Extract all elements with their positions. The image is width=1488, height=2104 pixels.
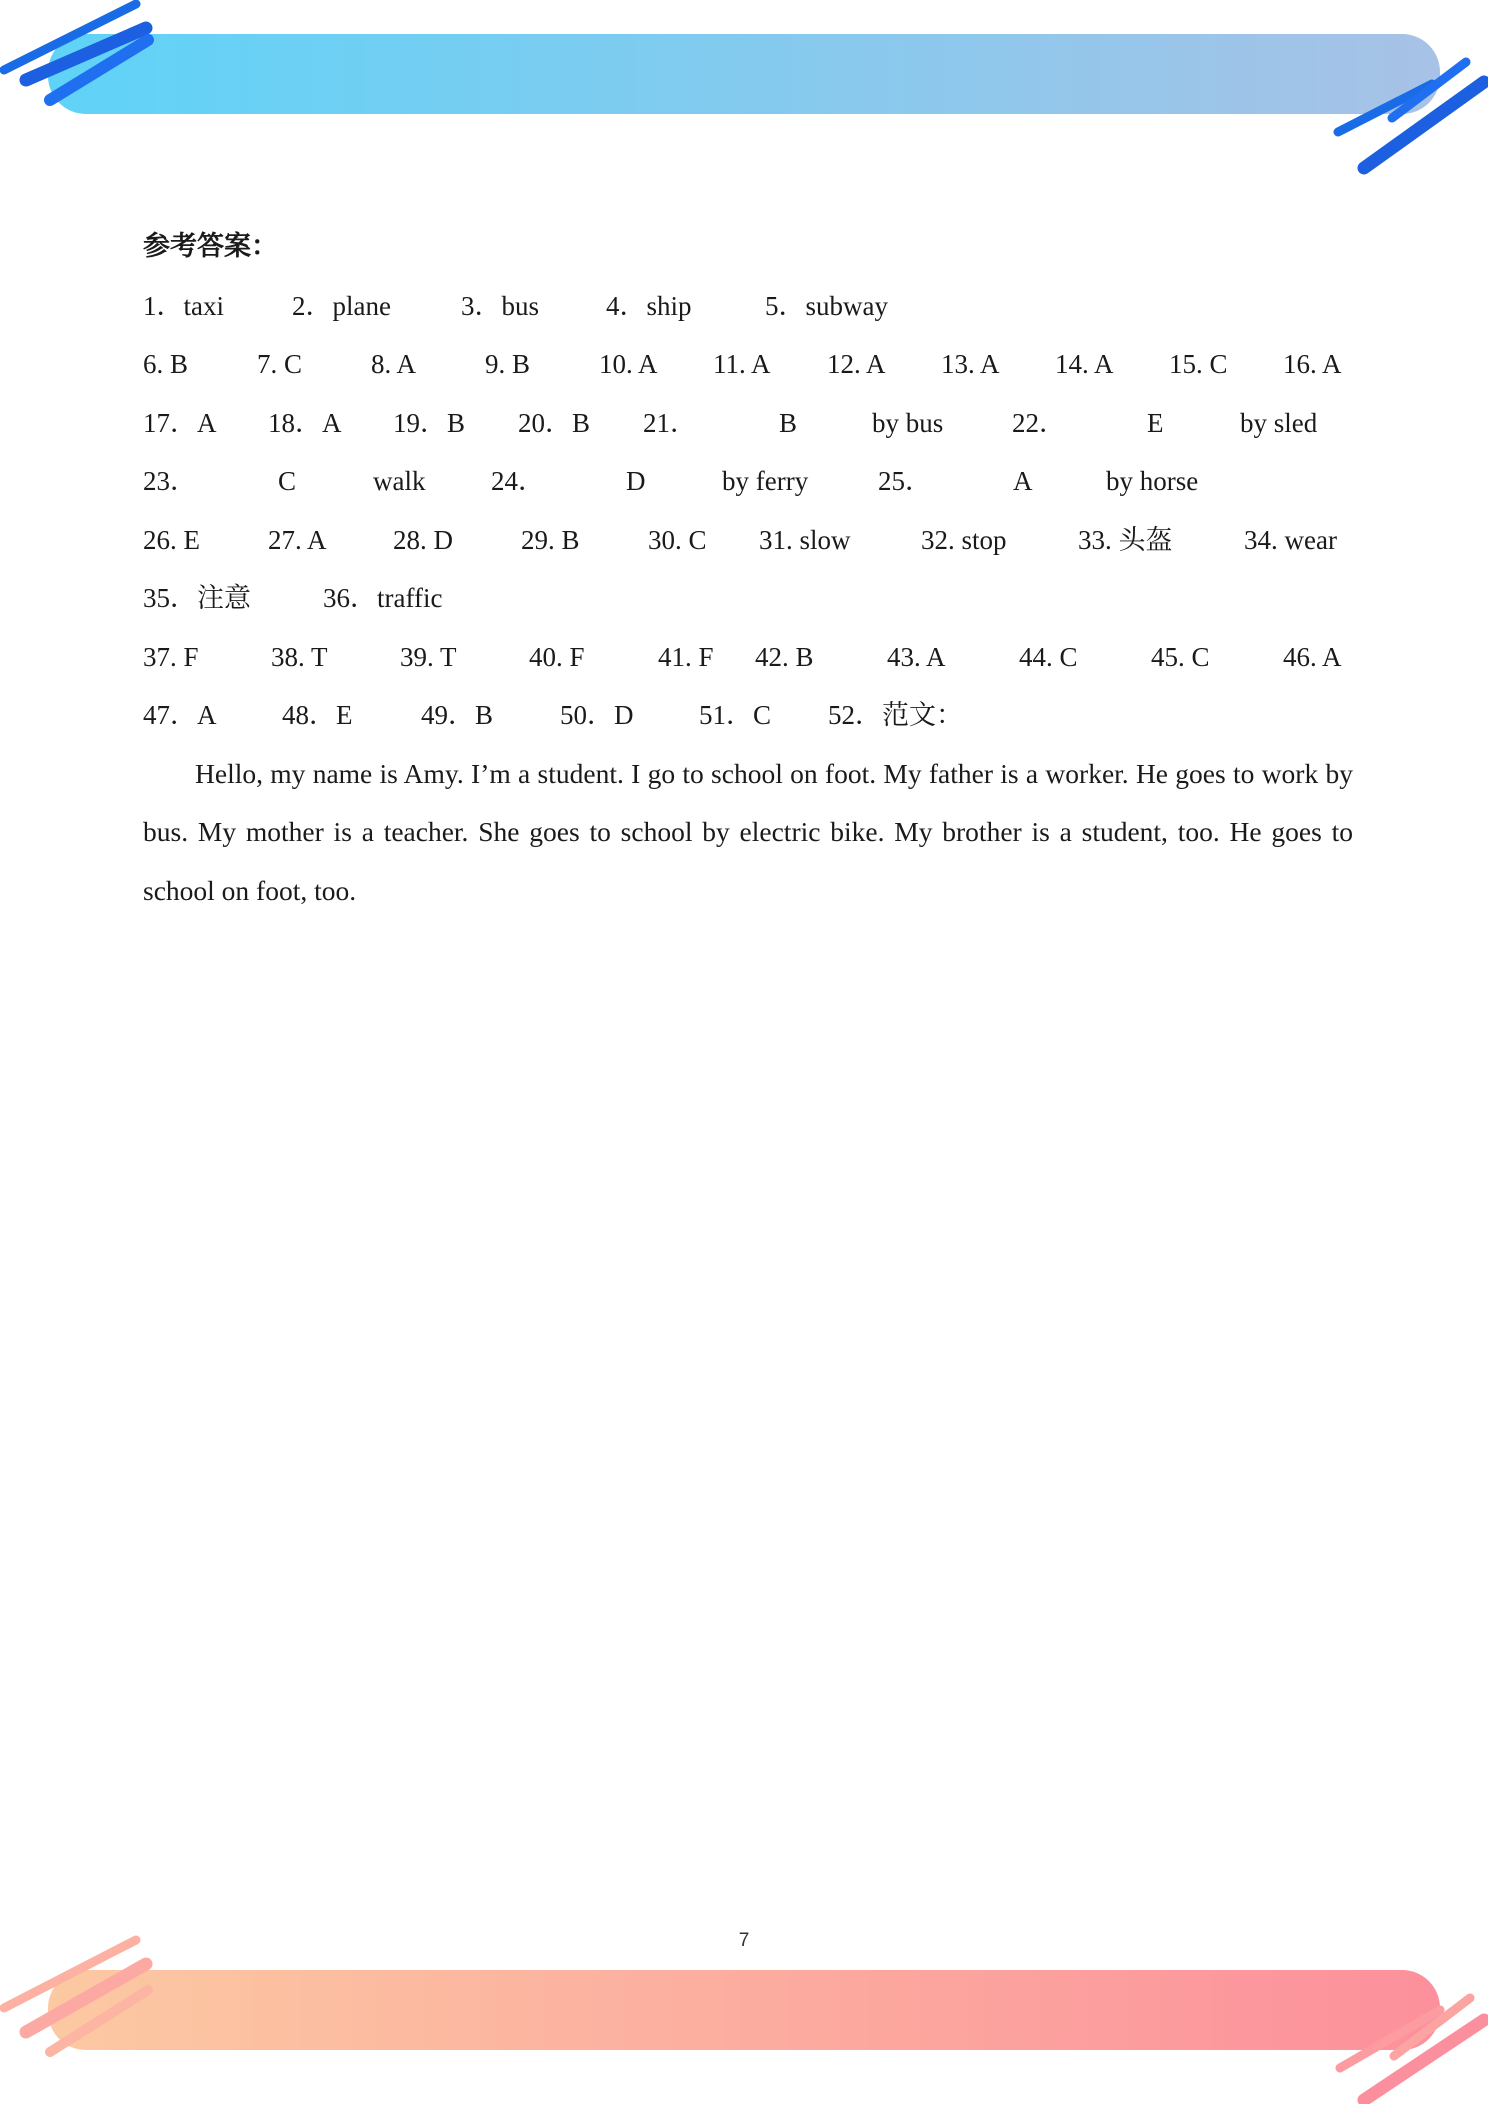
answer-item: 32. stop — [921, 524, 1007, 555]
answer-item: 24． — [491, 466, 545, 496]
answer-item: 16. A — [1283, 349, 1342, 379]
answer-item: 43. A — [887, 641, 946, 672]
answer-row — [143, 277, 1353, 336]
answer-item: walk — [373, 466, 426, 496]
answer-item: by horse — [1106, 466, 1199, 496]
answer-item: 17．A — [143, 407, 217, 438]
answer-item: 27. A — [268, 524, 327, 555]
answer-item: E — [1147, 407, 1164, 438]
answer-item: 49．B — [421, 700, 494, 730]
answer-row — [143, 394, 1353, 453]
answer-item: 11. A — [713, 349, 771, 379]
answer-row — [143, 335, 1353, 394]
answer-item: 40. F — [529, 641, 585, 672]
answer-item: 7. C — [257, 349, 303, 379]
answer-item: by bus — [872, 407, 944, 438]
answer-item: 38. T — [271, 641, 328, 672]
answer-item: 21． — [643, 407, 697, 438]
answer-item: B — [779, 407, 798, 438]
answer-row — [143, 628, 1353, 687]
answer-item: 4．ship — [606, 290, 692, 321]
answer-item: 35．注意 — [143, 583, 251, 613]
answer-item: 25． — [878, 466, 932, 496]
answer-row — [143, 511, 1353, 570]
answer-item: by sled — [1240, 407, 1318, 438]
answer-item: 23． — [143, 466, 197, 496]
answer-item: 2．plane — [292, 290, 391, 321]
answer-item: 10. A — [599, 349, 658, 379]
answer-row — [143, 452, 1353, 511]
answer-item: 37. F — [143, 641, 199, 672]
answer-item: 41. F — [658, 641, 714, 672]
footer-banner — [4, 1940, 1484, 2100]
answer-item: 8. A — [371, 349, 417, 379]
answer-item: 5．subway — [765, 290, 888, 321]
answer-item: 26. E — [143, 524, 200, 555]
answer-item: 45. C — [1151, 641, 1210, 672]
answer-item: 28. D — [393, 524, 453, 555]
answer-item: 29. B — [521, 524, 580, 555]
answer-item: D — [626, 466, 646, 496]
answer-item: 20．B — [518, 407, 591, 438]
answer-item: 34. wear — [1244, 524, 1337, 555]
answer-item: 44. C — [1019, 641, 1078, 672]
answer-rows — [143, 277, 1353, 745]
answer-item: 51．C — [699, 700, 772, 730]
answer-key — [143, 218, 1353, 920]
answer-item: 6. B — [143, 349, 189, 379]
answer-item: 3．bus — [461, 290, 540, 321]
answer-item: 22． — [1012, 407, 1066, 438]
answer-item: 46. A — [1283, 641, 1342, 672]
answer-item: 9. B — [485, 349, 531, 379]
answer-item: 33. 头盔 — [1078, 524, 1173, 555]
answer-item: 12. A — [827, 349, 886, 379]
answer-item: 39. T — [400, 641, 457, 672]
answer-item: 14. A — [1055, 349, 1114, 379]
page-number: 7 — [738, 1930, 750, 1951]
answer-row — [143, 686, 1353, 745]
answer-item: A — [1013, 466, 1033, 496]
answer-item: 48．E — [282, 700, 353, 730]
answer-item: 36．traffic — [323, 583, 443, 613]
answer-item: 19．B — [393, 407, 466, 438]
answer-item: 15. C — [1169, 349, 1228, 379]
answer-item: 13. A — [941, 349, 1000, 379]
answer-item: 47．A — [143, 700, 217, 730]
answer-item: 30. C — [648, 524, 707, 555]
answer-item: 31. slow — [759, 524, 851, 555]
answer-item: 1．taxi — [143, 290, 224, 321]
answer-item: 42. B — [755, 641, 814, 672]
answer-item: 50．D — [560, 700, 634, 730]
answer-item: 18．A — [268, 407, 342, 438]
answer-key-heading: 参考答案： — [143, 231, 278, 262]
header-banner — [4, 4, 1484, 168]
answer-row — [143, 569, 1353, 628]
answer-item: C — [278, 466, 297, 496]
answer-item: 52．范文： — [828, 700, 963, 730]
answer-item: by ferry — [722, 466, 809, 496]
model-essay: Hello, my name is Amy. I’m a student. I go to school on foot. My father is a worker. He goes to work by bus. My mother is a teacher. She goes to school by electric bike. My brother is a student, too. He goes to school on foot, too. — [143, 757, 1353, 906]
